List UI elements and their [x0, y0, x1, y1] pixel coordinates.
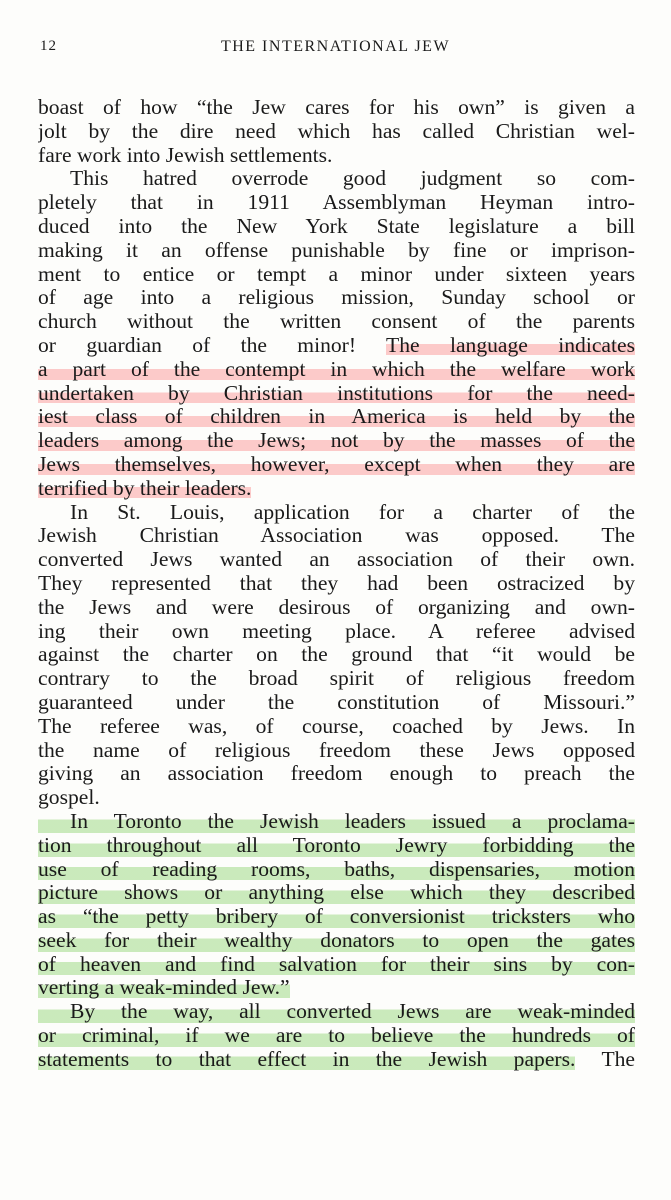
text-line: The referee was, of course, coached by Jews. In — [38, 714, 635, 738]
text-line: pletely that in 1911 Assemblyman Heyman intro- — [38, 191, 635, 215]
text-line: church without the written consent of the parents — [38, 310, 635, 334]
text-line: gospel. — [38, 786, 100, 810]
text-line-mixed — [38, 477, 635, 501]
text-line-mixed — [38, 1048, 635, 1072]
highlighted-line: iest class of children in America is held by the — [38, 405, 635, 429]
text-line: making it an offense punishable by fine or imprison- — [38, 238, 635, 262]
text-line: This hatred overrode good judgment so com- — [70, 167, 635, 191]
highlighted-line: a part of the contempt in which the welfare work — [38, 357, 635, 381]
text-line: giving an association freedom enough to preach the — [38, 762, 635, 786]
text-segment: or guardian of the minor! — [38, 333, 357, 357]
highlighted-line: or criminal, if we are to believe the hundreds of — [38, 1024, 635, 1048]
red-highlight: The language indicates — [386, 333, 635, 357]
highlighted-line: undertaken by Christian institutions for the need- — [38, 381, 635, 405]
text-line: fare work into Jewish settlements. — [38, 143, 333, 167]
text-line: In St. Louis, application for a charter of the — [70, 500, 635, 524]
text-line: the name of religious freedom these Jews opposed — [38, 738, 635, 762]
text-line: jolt by the dire need which has called Christian wel- — [38, 119, 635, 143]
highlighted-line: By the way, all converted Jews are weak-minded — [38, 1000, 635, 1024]
page-body — [38, 96, 635, 1072]
text-line: ment to entice or tempt a minor under sixteen years — [38, 262, 635, 286]
text-line: of age into a religious mission, Sunday school or — [38, 286, 635, 310]
highlighted-line: leaders among the Jews; not by the masses of the — [38, 429, 635, 453]
highlighted-line: tion throughout all Toronto Jewry forbidding the — [38, 833, 635, 857]
page-number: 12 — [40, 38, 57, 54]
highlighted-line: In Toronto the Jewish leaders issued a proclama- — [38, 810, 635, 834]
text-line: guaranteed under the constitution of Missouri.” — [38, 690, 635, 714]
text-line-mixed — [38, 334, 635, 358]
page-header — [40, 30, 631, 66]
text-line-mixed — [38, 976, 635, 1000]
highlighted-line: use of reading rooms, baths, dispensaries, motion — [38, 857, 635, 881]
red-highlight: terrified by their leaders. — [38, 476, 252, 500]
highlighted-line: picture shows or anything else which they described — [38, 881, 635, 905]
text-line: ing their own meeting place. A referee advised — [38, 619, 635, 643]
highlighted-line: of heaven and find salvation for their sins by con- — [38, 952, 635, 976]
highlighted-line: as “the petty bribery of conversionist tricksters who — [38, 905, 635, 929]
text-line: They represented that they had been ostracized by — [38, 571, 635, 595]
highlighted-line: seek for their wealthy donators to open the gates — [38, 928, 635, 952]
text-line: the Jews and were desirous of organizing and own- — [38, 595, 635, 619]
green-highlight: statements to that effect in the Jewish papers. — [38, 1047, 576, 1071]
text-line: boast of how “the Jew cares for his own” is given a — [38, 96, 635, 119]
running-head: THE INTERNATIONAL JEW — [220, 38, 451, 55]
text-segment: The — [601, 1047, 635, 1071]
text-line: Jewish Christian Association was opposed. The — [38, 524, 635, 548]
green-highlight: verting a weak-minded Jew.” — [38, 976, 290, 1000]
text-line: against the charter on the ground that “it would be — [38, 643, 635, 667]
text-line: converted Jews wanted an association of their own. — [38, 548, 635, 572]
highlighted-line: Jews themselves, however, except when they are — [38, 452, 635, 476]
text-line: duced into the New York State legislature a bill — [38, 214, 635, 238]
text-line: contrary to the broad spirit of religious freedom — [38, 667, 635, 691]
